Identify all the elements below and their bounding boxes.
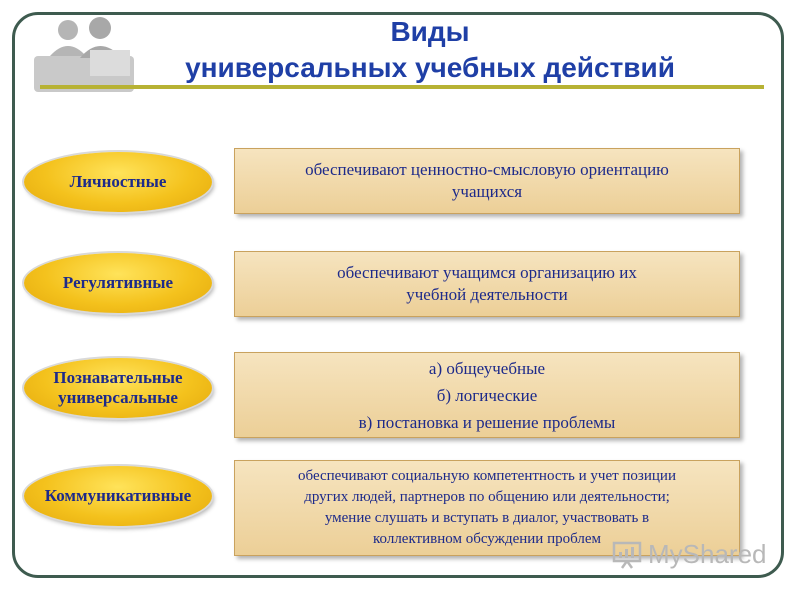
description-line: в) постановка и решение проблемы [358,412,616,432]
category-label-line: Познавательные [53,368,183,387]
category-personal [24,152,212,212]
category-communicative [24,466,212,526]
presentation-chart-icon [612,539,642,569]
category-label: Коммуникативные [44,486,192,505]
watermark-text: MyShared [648,538,767,569]
description-line: учебной деятельности [406,285,568,304]
description-line: обеспечивают социальную компетентность и учет позиции [298,468,676,484]
watermark [612,534,772,574]
description-line: б) логические [436,385,538,405]
title-line-2: универсальных учебных действий [185,52,675,83]
description-line: учащихся [451,182,523,201]
category-label: Регулятивные [62,273,174,292]
description-line: коллективном обсуждении проблем [373,531,601,547]
description-cognitive [234,352,740,438]
category-cognitive [24,358,212,418]
category-regulatory [24,253,212,313]
title-underline [40,85,764,89]
category-label: Личностные [69,172,167,191]
page-title [120,14,740,86]
description-personal [234,148,740,214]
description-line: умение слушать и вступать в диалог, участвовать в [324,510,650,526]
description-regulatory [234,251,740,317]
description-line: обеспечивают учащимся организацию их [337,263,637,282]
category-label-line: универсальные [58,388,178,407]
description-line: других людей, партнеров по общению или деятельности; [304,489,670,505]
description-line: а) общеучебные [428,358,546,378]
title-line-1: Виды [390,16,470,47]
description-line: обеспечивают ценностно-смысловую ориентацию [305,160,669,179]
